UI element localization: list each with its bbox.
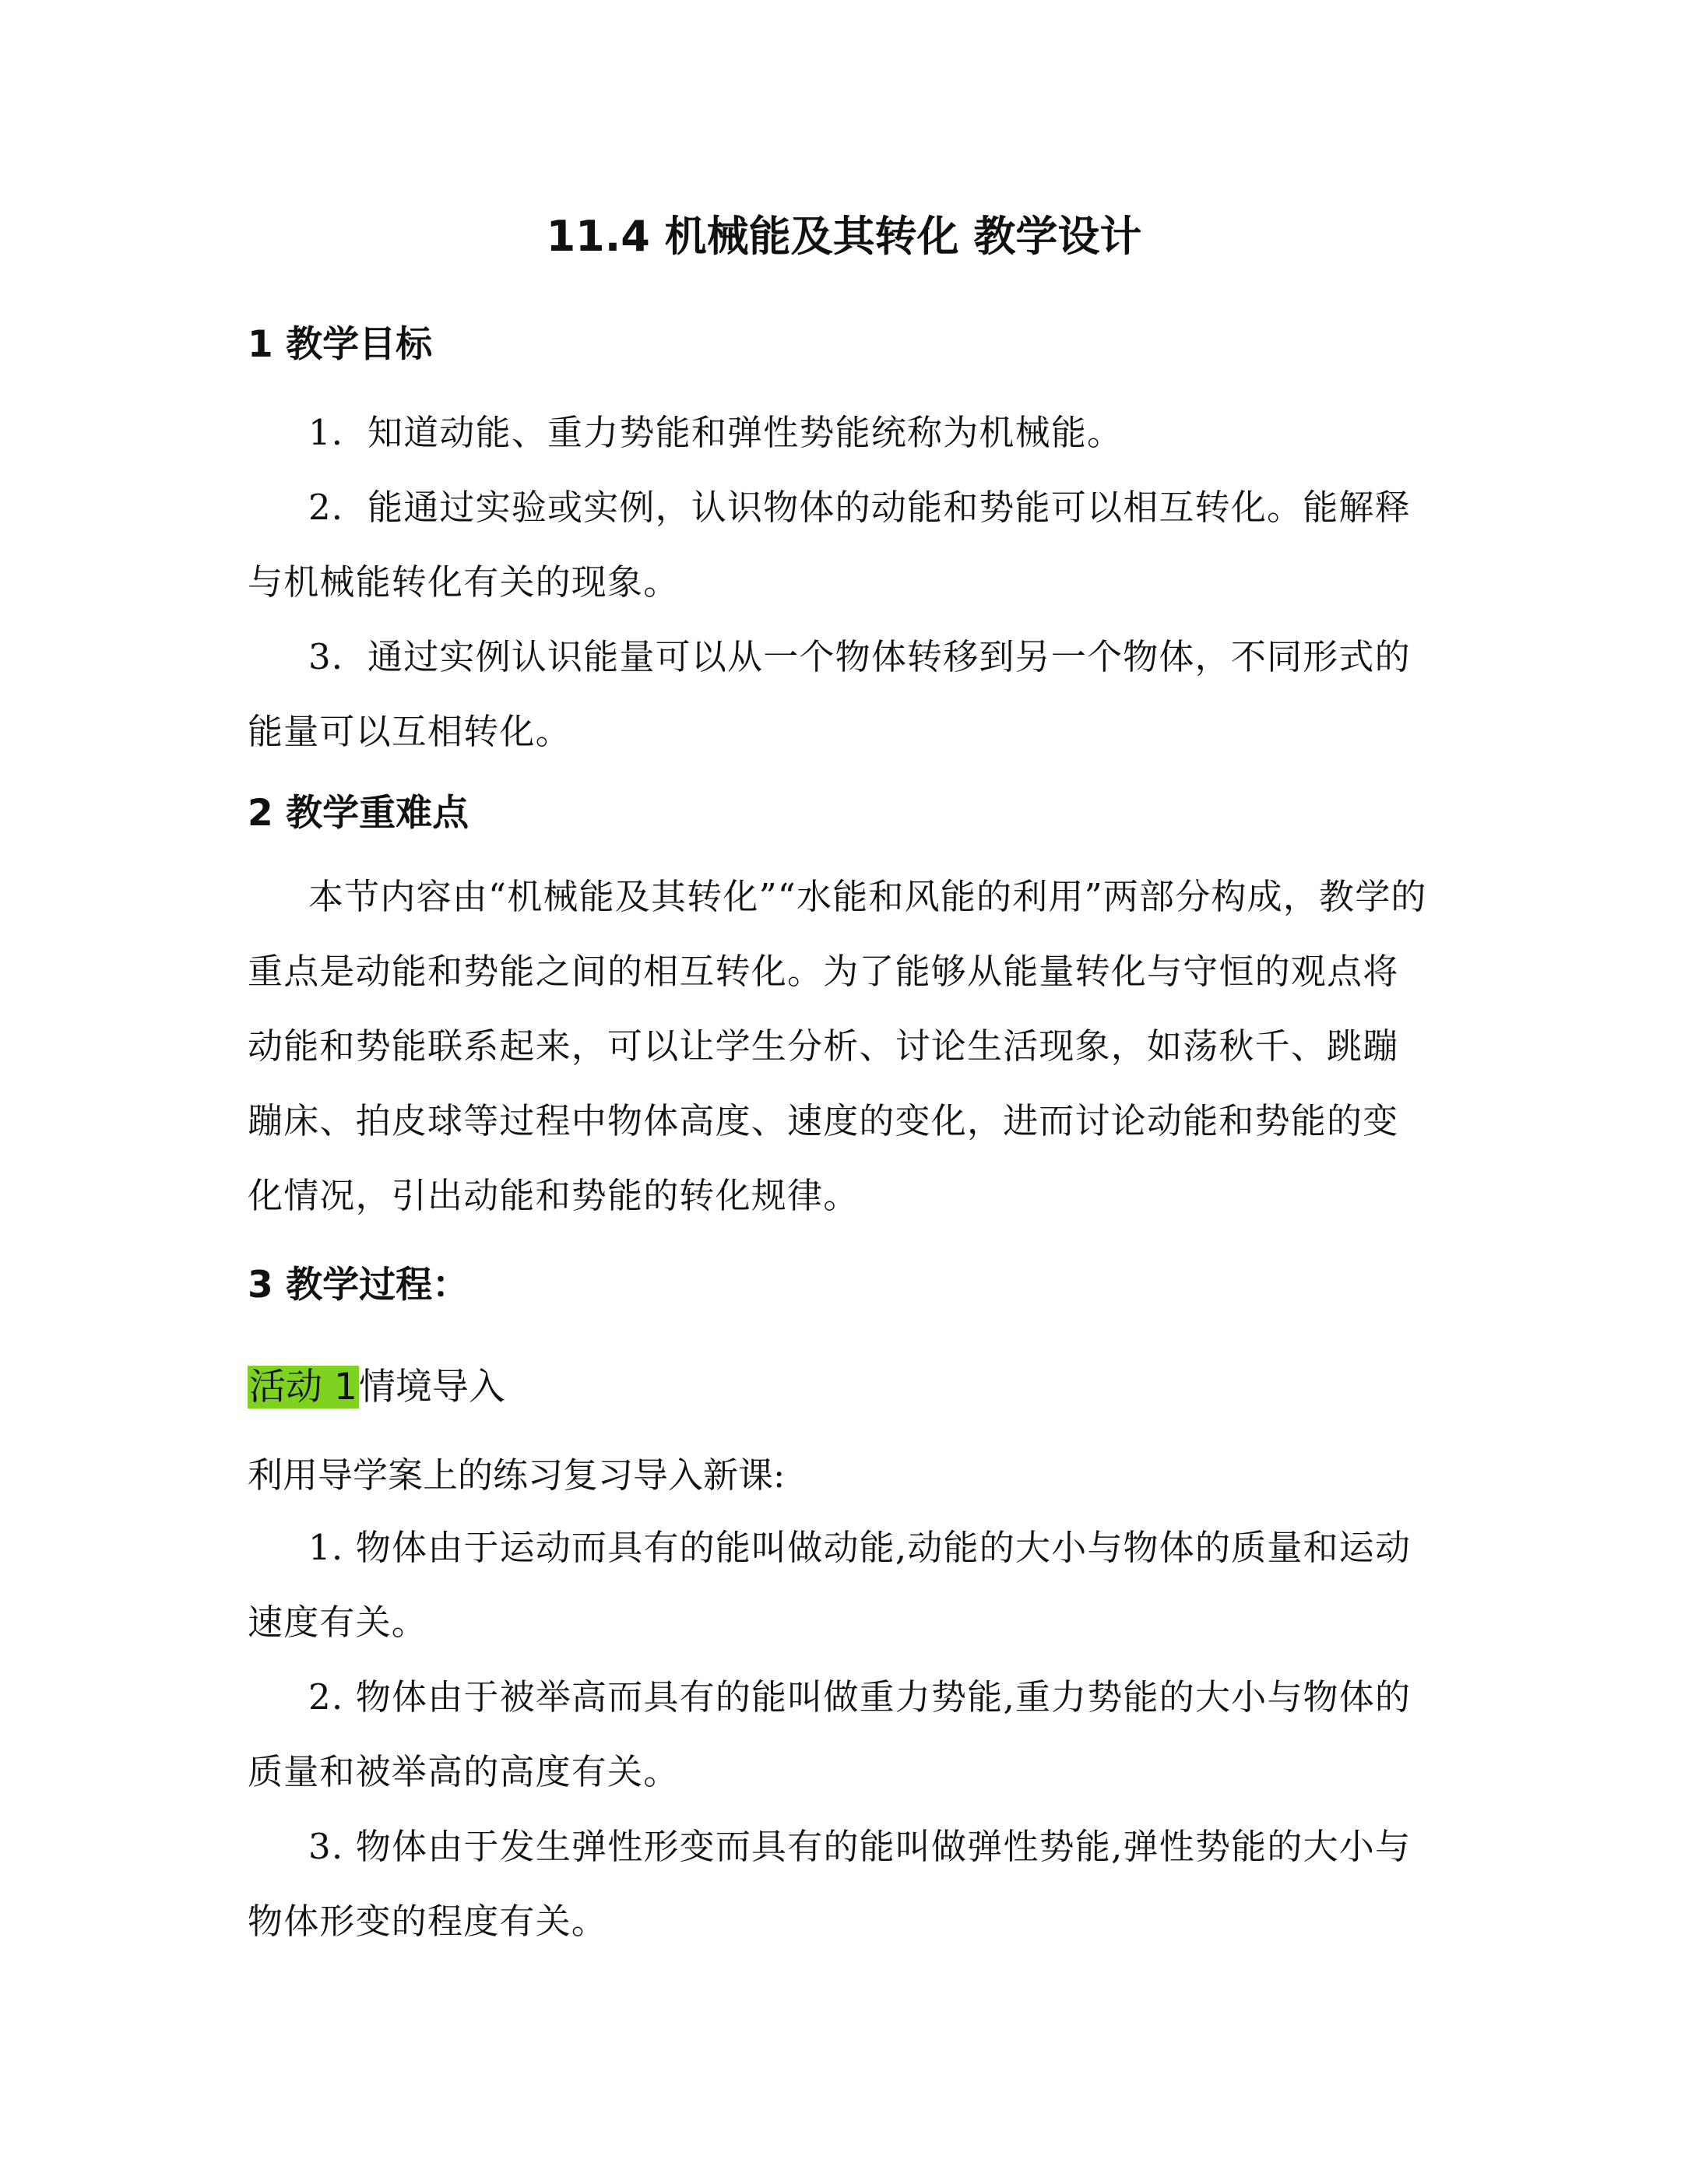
process-item-2: 2. 物体由于被举高而具有的能叫做重力势能,重力势能的大小与物体的质量和被举高的高度有关。 [248, 1676, 1412, 1792]
process-intro: 利用导学案上的练习复习导入新课: [248, 1454, 786, 1496]
section-heading-key-points: 2 教学重难点 [248, 792, 469, 835]
objective-item-3: 3．通过实例认识能量可以从一个物体转移到另一个物体，不同形式的能量可以互相转化。 [248, 636, 1411, 752]
objective-item-2: 2．能通过实验或实例，认识物体的动能和势能可以相互转化。能解释与机械能转化有关的现象。 [248, 487, 1411, 603]
process-item-3: 3. 物体由于发生弹性形变而具有的能叫做弹性势能,弹性势能的大小与物体形变的程度有关。 [248, 1826, 1412, 1942]
document-title: 11.4 机械能及其转化 教学设计 [546, 212, 1142, 261]
objective-item-1: 1．知道动能、重力势能和弹性势能统称为机械能。 [308, 412, 1124, 453]
section-heading-process: 3 教学过程： [248, 1264, 469, 1307]
key-points-paragraph: 本节内容由“机械能及其转化”“水能和风能的利用”两部分构成，教学的重点是动能和势能之间的相互转化。为了能够从能量转化与守恒的观点将动能和势能联系起来，可以让学生分析、讨论生活现象，如荡秋千、跳蹦蹦床、拍皮球等过程中物体高度、速度的变化，进而讨论动能和势能的变化情况，引出动能和势能的转化规律。 [248, 876, 1427, 1216]
activity-heading [248, 1356, 505, 1419]
process-item-1: 1. 物体由于运动而具有的能叫做动能,动能的大小与物体的质量和运动速度有关。 [248, 1527, 1412, 1643]
section-heading-objectives: 1 教学目标 [248, 323, 433, 366]
activity-label: 情境导入 [358, 1366, 505, 1409]
activity-highlight: 活动 1 [249, 1366, 357, 1409]
